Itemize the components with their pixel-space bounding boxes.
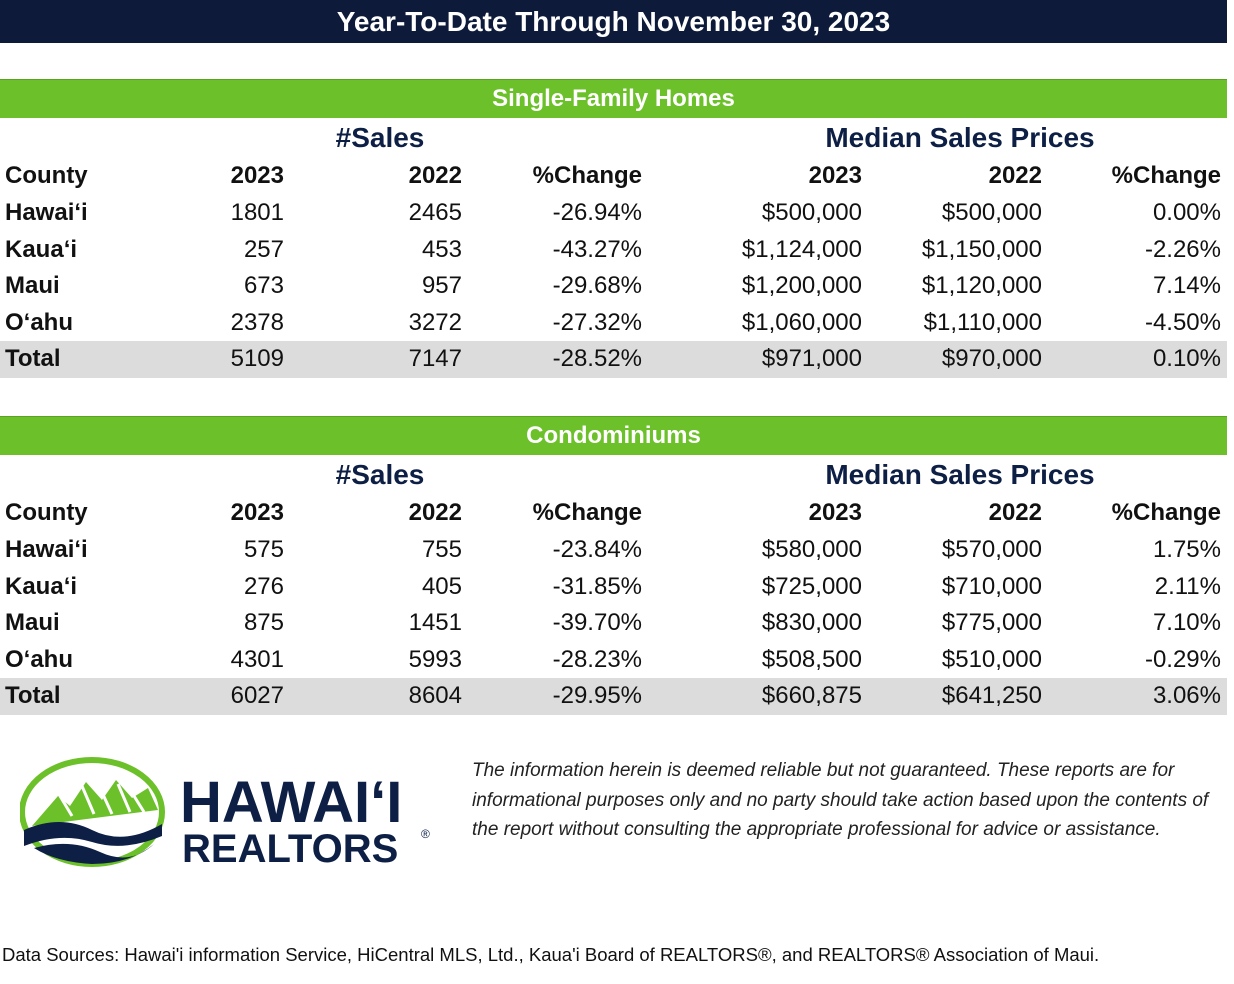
price-2023-cell: $1,060,000 (741, 308, 862, 336)
col-header-price-2023: 2023 (808, 162, 862, 189)
table-row (0, 642, 1227, 679)
price-2022-cell: $641,250 (941, 682, 1042, 709)
sales-change-cell: -31.85% (552, 572, 642, 600)
price-2022-cell: $1,120,000 (921, 272, 1042, 299)
price-2022-cell: $970,000 (941, 345, 1042, 372)
sales-change-cell: -27.32% (552, 308, 642, 336)
price-2023-cell: $580,000 (761, 536, 862, 563)
county-cell: Hawai‘i (5, 199, 88, 226)
column-header-row (0, 158, 1227, 195)
sales-2022-cell: 8604 (408, 682, 462, 709)
price-2022-cell: $775,000 (941, 609, 1042, 636)
sales-2022-cell: 7147 (408, 345, 462, 372)
col-header-sales-change: %Change (532, 162, 642, 189)
sales-2022-cell: 453 (421, 235, 462, 263)
price-change-cell: 2.11% (1154, 572, 1221, 600)
col-header-county: County (5, 162, 88, 189)
sales-2022-cell: 405 (421, 572, 462, 600)
prices-group-label: Median Sales Prices (825, 459, 1095, 490)
price-change-cell: -4.50% (1144, 308, 1221, 336)
price-2023-cell: $660,875 (761, 682, 862, 709)
county-cell: O‘ahu (5, 645, 74, 673)
col-header-sales-change: %Change (532, 499, 642, 526)
price-change-cell: 1.75% (1152, 536, 1221, 563)
sales-change-cell: -26.94% (552, 199, 642, 226)
county-cell: O‘ahu (5, 308, 74, 336)
group-label-row (0, 118, 1227, 158)
price-2022-cell: $510,000 (941, 645, 1042, 673)
price-change-cell: 3.06% (1152, 682, 1221, 709)
sales-change-cell: -29.95% (552, 682, 642, 709)
report-title: Year-To-Date Through November 30, 2023 (0, 0, 1227, 43)
table-row (0, 569, 1227, 606)
col-header-sales-2022: 2022 (408, 162, 462, 189)
county-cell: Hawai‘i (5, 536, 88, 563)
col-header-price-2022: 2022 (988, 499, 1042, 526)
logo-mark-icon (20, 752, 440, 872)
col-header-price-change: %Change (1111, 162, 1221, 189)
sales-2023-cell: 1801 (230, 199, 284, 226)
col-header-sales-2023: 2023 (230, 162, 284, 189)
group-label-row (0, 455, 1227, 495)
price-change-cell: 7.10% (1152, 609, 1221, 636)
county-cell: Kaua‘i (5, 572, 78, 600)
col-header-price-2022: 2022 (988, 162, 1042, 189)
single-family-section (0, 79, 1227, 378)
sales-2023-cell: 276 (243, 572, 284, 600)
section-heading: Condominiums (0, 416, 1227, 455)
price-2023-cell: $1,200,000 (741, 272, 862, 299)
county-cell: Maui (5, 609, 60, 636)
sales-change-cell: -39.70% (552, 609, 642, 636)
col-header-price-2023: 2023 (808, 499, 862, 526)
price-2022-cell: $1,150,000 (921, 235, 1042, 263)
sales-2023-cell: 5109 (230, 345, 284, 372)
logo-line1: HAWAI‘I (180, 770, 403, 835)
section-heading: Single-Family Homes (0, 79, 1227, 118)
price-2023-cell: $830,000 (761, 609, 862, 636)
county-cell: Kaua‘i (5, 235, 78, 263)
hawaii-realtors-logo (20, 752, 440, 872)
county-cell: Total (5, 345, 61, 372)
table-row (0, 532, 1227, 569)
registered-mark: ® (421, 827, 430, 841)
sales-change-cell: -29.68% (552, 272, 642, 299)
sales-2022-cell: 5993 (408, 645, 462, 673)
price-change-cell: -0.29% (1144, 645, 1221, 673)
column-header-row (0, 495, 1227, 532)
price-change-cell: 0.00% (1152, 199, 1221, 226)
table-row (0, 605, 1227, 642)
sales-2022-cell: 1451 (408, 609, 462, 636)
table-row (0, 268, 1227, 305)
county-cell: Maui (5, 272, 60, 299)
sales-2023-cell: 4301 (230, 645, 284, 673)
table-row (0, 305, 1227, 342)
col-header-price-change: %Change (1111, 499, 1221, 526)
sales-change-cell: -43.27% (552, 235, 642, 263)
prices-group-label: Median Sales Prices (825, 122, 1095, 153)
sales-2022-cell: 755 (421, 536, 462, 563)
price-2022-cell: $710,000 (941, 572, 1042, 600)
sales-2023-cell: 875 (243, 609, 284, 636)
col-header-county: County (5, 499, 88, 526)
sales-2022-cell: 3272 (408, 308, 462, 336)
table-row (0, 232, 1227, 269)
price-change-cell: 0.10% (1152, 345, 1221, 372)
price-change-cell: 7.14% (1152, 272, 1221, 299)
sales-2022-cell: 2465 (408, 199, 462, 226)
condominiums-section (0, 416, 1227, 715)
total-row (0, 341, 1227, 378)
sales-change-cell: -28.52% (552, 345, 642, 372)
col-header-sales-2023: 2023 (230, 499, 284, 526)
sales-2023-cell: 575 (243, 536, 284, 563)
price-2023-cell: $1,124,000 (741, 235, 862, 263)
county-cell: Total (5, 682, 61, 709)
disclaimer-text: The information herein is deemed reliable but not guaranteed. These reports are for informational purposes only and no party should take action based upon the contents of the report without consulting the appropriate professional for advice or assistance. (472, 760, 1209, 840)
sales-group-label: #Sales (335, 459, 425, 490)
price-2022-cell: $500,000 (941, 199, 1042, 226)
logo-line2: REALTORS (182, 827, 399, 871)
price-2022-cell: $1,110,000 (923, 308, 1042, 336)
price-change-cell: -2.26% (1144, 235, 1221, 263)
data-sources-footnote: Data Sources: Hawai'i information Service, HiCentral MLS, Ltd., Kaua'i Board of REALTORS®, and REALTORS® Association of Maui. (2, 944, 1100, 965)
sales-group-label: #Sales (335, 122, 425, 153)
price-2023-cell: $508,500 (761, 645, 862, 673)
sales-2023-cell: 257 (243, 235, 284, 263)
price-2023-cell: $971,000 (761, 345, 862, 372)
col-header-sales-2022: 2022 (408, 499, 462, 526)
price-2023-cell: $725,000 (761, 572, 862, 600)
sales-2023-cell: 2378 (230, 308, 284, 336)
price-2023-cell: $500,000 (761, 199, 862, 226)
price-2022-cell: $570,000 (941, 536, 1042, 563)
sales-change-cell: -28.23% (552, 645, 642, 673)
sales-2022-cell: 957 (421, 272, 462, 299)
sales-2023-cell: 673 (243, 272, 284, 299)
table-row (0, 195, 1227, 232)
sales-2023-cell: 6027 (230, 682, 284, 709)
sales-change-cell: -23.84% (552, 536, 642, 563)
total-row (0, 678, 1227, 715)
